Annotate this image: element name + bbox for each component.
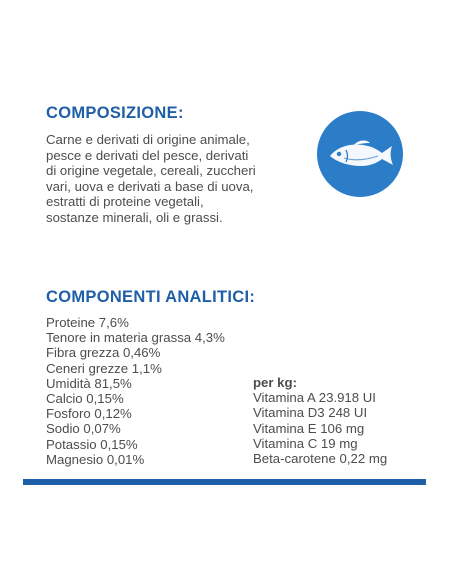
- per-kg-label: per kg:: [253, 375, 297, 390]
- vitamin-item: Vitamina D3 248 UI: [253, 405, 368, 421]
- analytics-item: Calcio 0,15%: [46, 391, 124, 407]
- analytics-item: Proteine 7,6%: [46, 315, 129, 330]
- composition-line: pesce e derivati del pesce, derivati: [46, 147, 249, 163]
- composition-line: Carne e derivati di origine animale,: [46, 132, 250, 147]
- vitamin-item: Vitamina E 106 mg: [253, 420, 365, 436]
- composition-text: [46, 132, 308, 226]
- fish-icon: [316, 110, 404, 198]
- composition-title: COMPOSIZIONE:: [46, 104, 184, 122]
- composition-line: sostanze minerali, oli e grassi.: [46, 209, 223, 225]
- composition-line: vari, uova e derivati a base di uova,: [46, 178, 254, 194]
- analytics-item: Magnesio 0,01%: [46, 451, 145, 467]
- analytics-title: COMPONENTI ANALITICI:: [46, 288, 256, 306]
- vitamin-item: Beta-carotene 0,22 mg: [253, 451, 388, 467]
- bottom-divider-bar: [23, 479, 426, 485]
- analytics-item: Sodio 0,07%: [46, 421, 121, 437]
- vitamin-item: Vitamina A 23.918 UI: [253, 390, 376, 406]
- analytics-item: Ceneri grezze 1,1%: [46, 360, 162, 376]
- analytics-item: Tenore in materia grassa 4,3%: [46, 330, 225, 346]
- analytics-item: Umidità 81,5%: [46, 375, 132, 391]
- composition-line: estratti di proteine vegetali,: [46, 194, 204, 210]
- analytics-item: Potassio 0,15%: [46, 436, 138, 452]
- analytics-item: Fosforo 0,12%: [46, 406, 132, 422]
- vitamin-item: Vitamina C 19 mg: [253, 435, 358, 451]
- analytics-list: [46, 315, 225, 467]
- composition-line: di origine vegetale, cereali, zuccheri: [46, 163, 256, 179]
- analytics-item: Fibra grezza 0,46%: [46, 345, 161, 361]
- vitamins-list: [253, 375, 387, 466]
